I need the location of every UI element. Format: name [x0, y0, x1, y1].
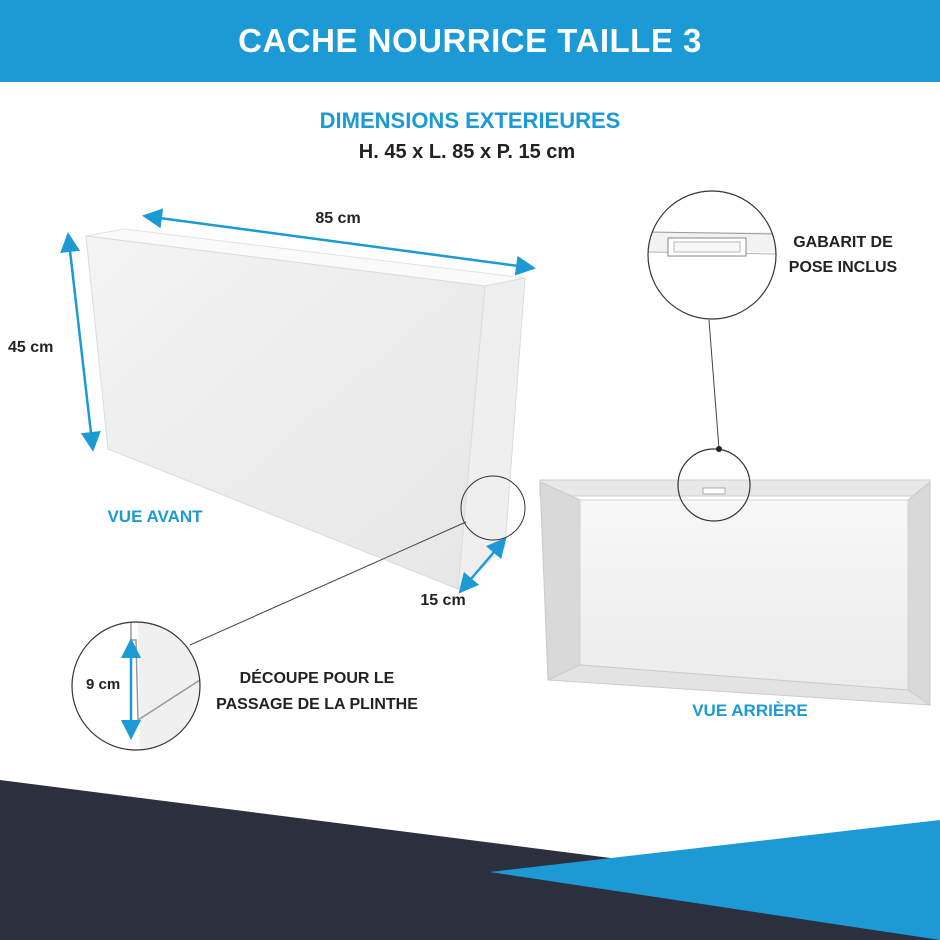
- cutout-leader-line: [190, 522, 466, 645]
- template-connector-dot: [716, 446, 722, 452]
- back-left-flap: [540, 482, 580, 680]
- height-label: 45 cm: [8, 339, 54, 356]
- cutout-caption-line2: PASSAGE DE LA PLINTHE: [216, 696, 418, 713]
- template-zoom: [648, 191, 780, 319]
- depth-label: 15 cm: [420, 592, 466, 609]
- back-top-rim: [540, 480, 930, 496]
- template-caption-line2: POSE INCLUS: [788, 259, 898, 276]
- page-title: CACHE NOURRICE TAILLE 3: [238, 22, 702, 59]
- back-view-label: VUE ARRIÈRE: [692, 701, 808, 720]
- dimensions-value: H. 45 x L. 85 x P. 15 cm: [358, 141, 576, 163]
- back-right-flap: [908, 482, 930, 705]
- front-view-box: [86, 229, 525, 589]
- template-caption-line1: GABARIT DE: [793, 234, 893, 251]
- cutout-caption-line1: DÉCOUPE POUR LE: [239, 670, 395, 687]
- dimensions-heading: DIMENSIONS EXTERIEURES: [319, 108, 621, 133]
- front-view-label: VUE AVANT: [107, 507, 203, 526]
- back-inner-panel: [580, 500, 908, 690]
- height-arrow: [69, 242, 92, 442]
- front-box-face: [86, 236, 485, 589]
- template-slot: [703, 488, 725, 494]
- cutout-height-label: 9 cm: [86, 676, 121, 693]
- width-label: 85 cm: [315, 210, 361, 227]
- template-leader-line: [709, 320, 719, 449]
